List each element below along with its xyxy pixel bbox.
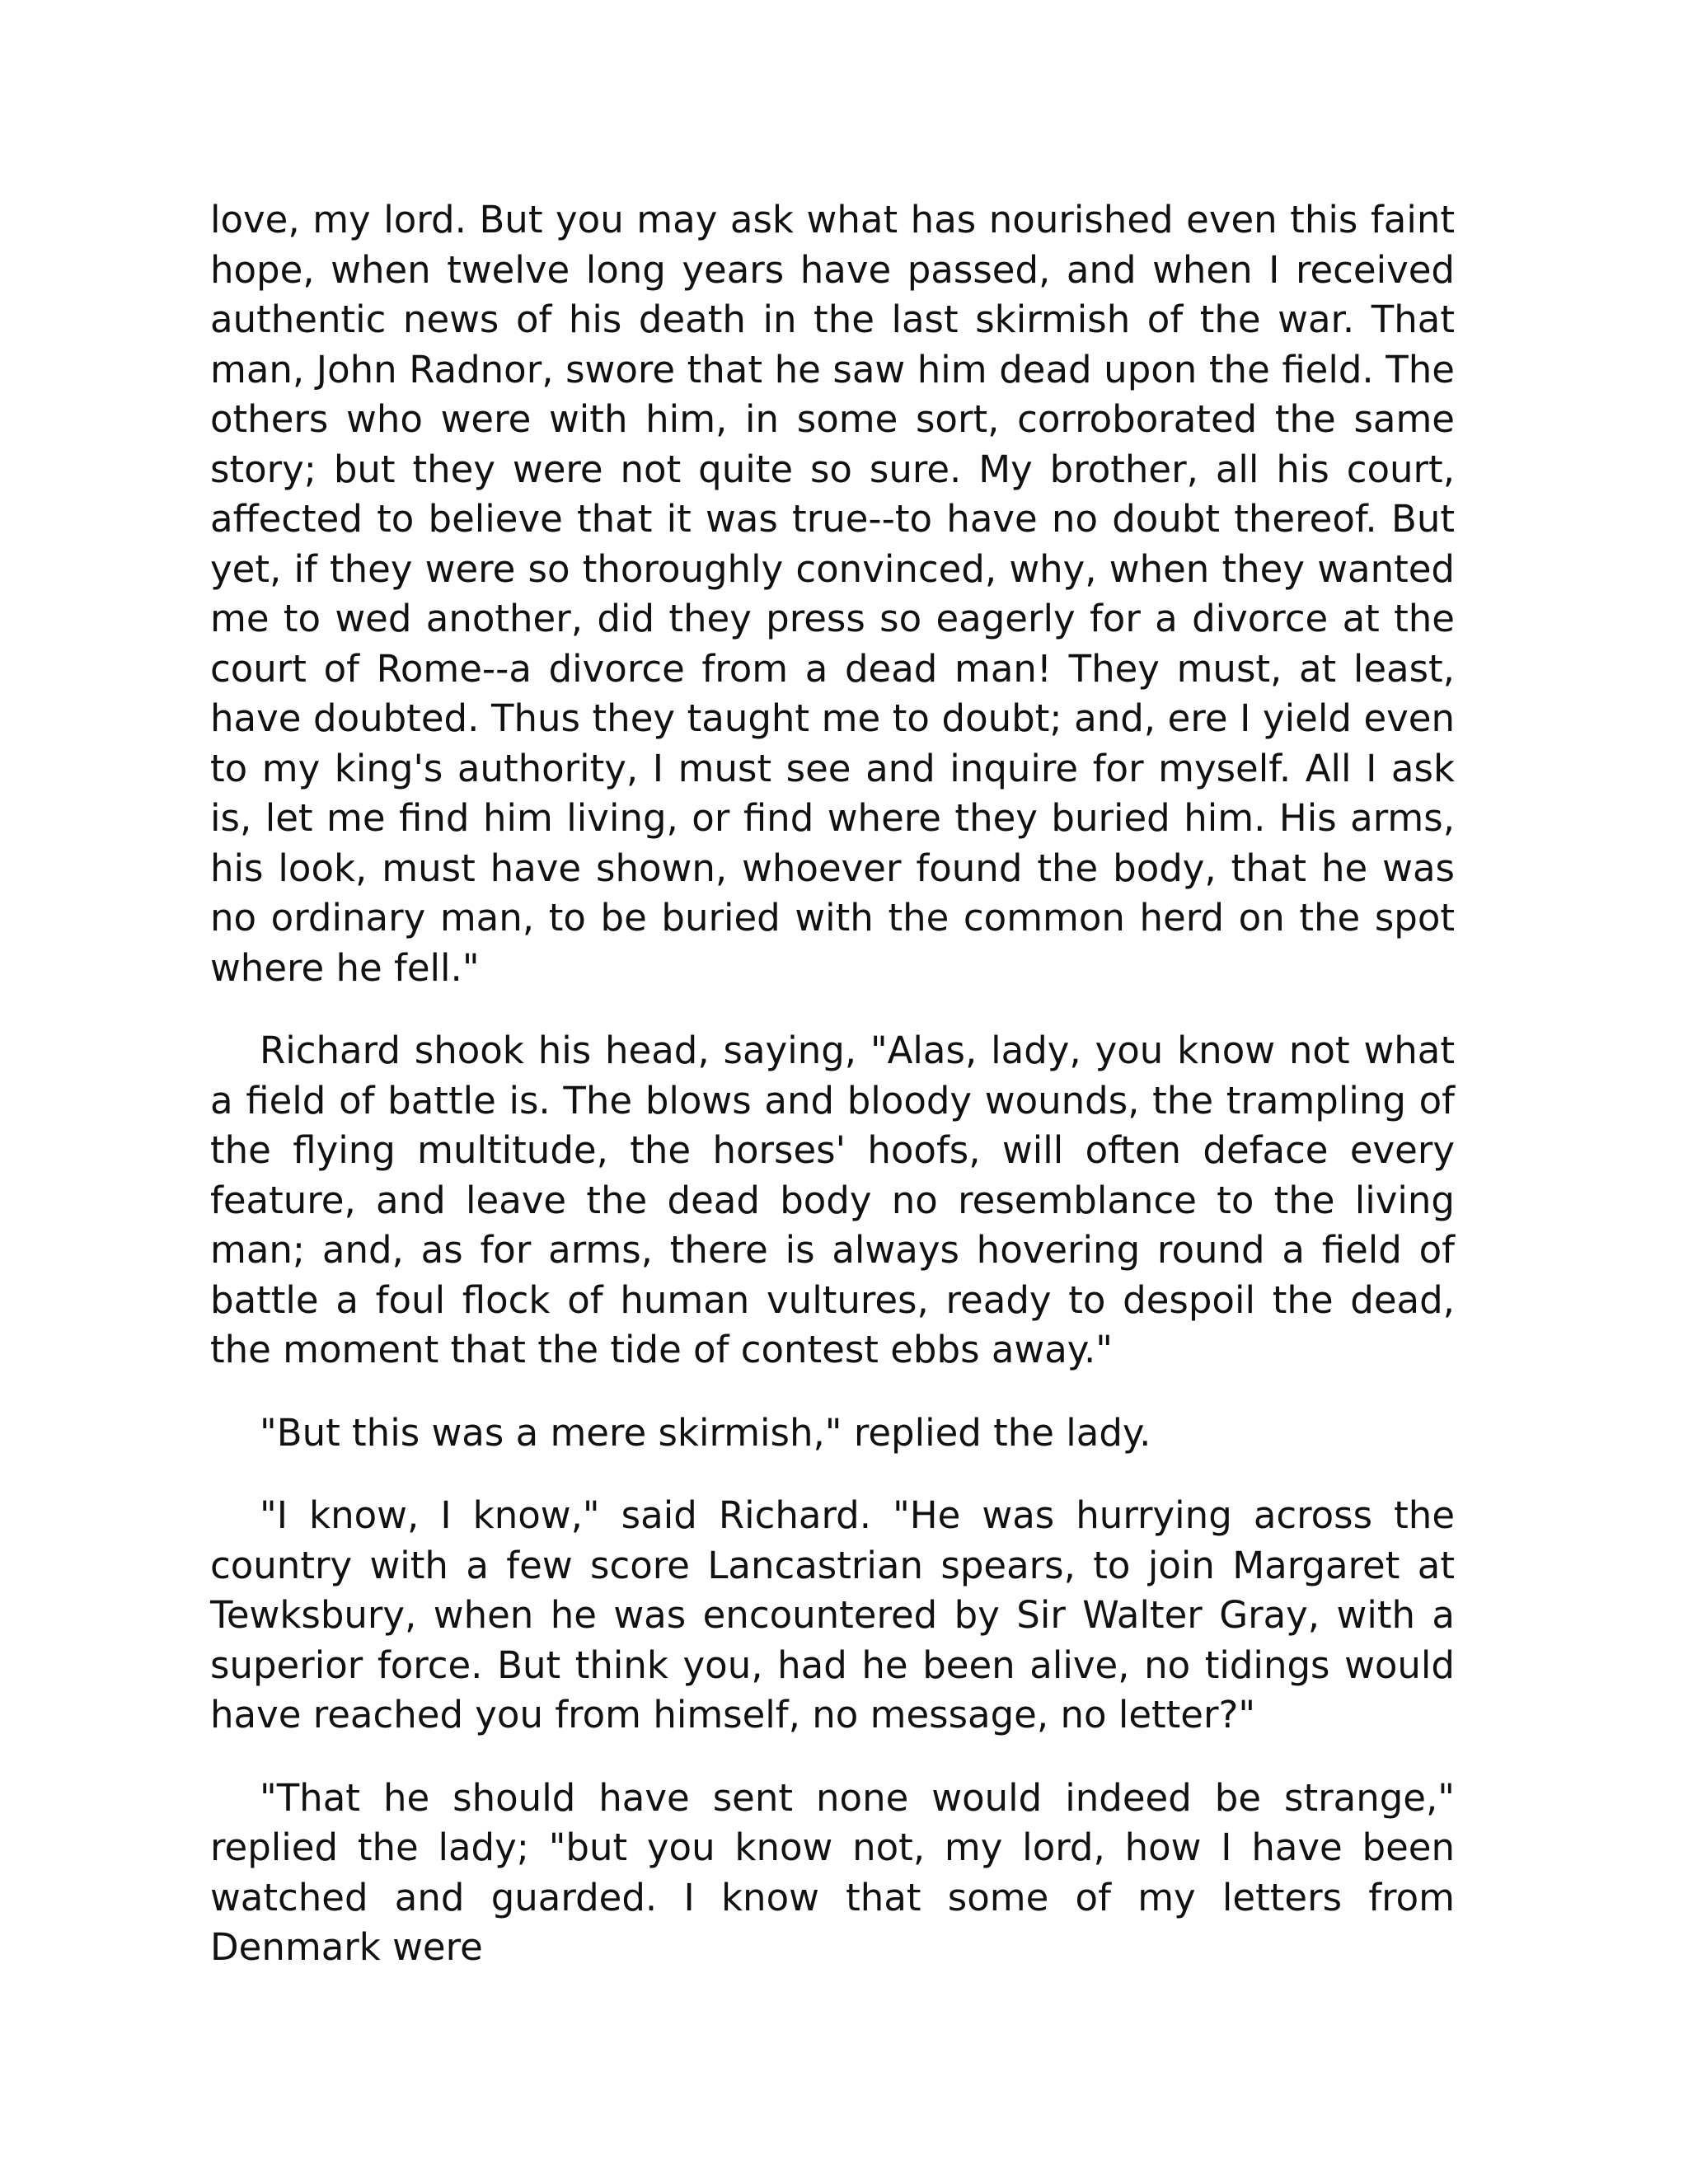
paragraph-5: "That he should have sent none would indeed be strange," replied the lady; "but you know not, my lord, how I have been watched and guarded. I know that some of my letters from Denmark were: [210, 1775, 1455, 1969]
paragraph-3: "But this was a mere skirmish," replied the lady.: [260, 1410, 1151, 1455]
page-body: [210, 195, 1455, 2006]
paragraph-4: "I know, I know," said Richard. "He was hurrying across the country with a few score Lancastrian spears, to join Margaret at Tewksbury, when he was encountered by Sir Walter Gray, with a superior force. But think you, had he been alive, no tidings would have reached you from himself, no message, no letter?": [210, 1493, 1455, 1736]
paragraph-1: love, my lord. But you may ask what has nourished even this faint hope, when twelve long years have passed, and when I received authentic news of his death in the last skirmish of the war. That man, John Radnor, swore that he saw him dead upon the field. The others who were with him, in some sort, corroborated the same story; but they were not quite so sure. My brother, all his court, affected to believe that it was true--to have no doubt thereof. But yet, if they were so thoroughly convinced, why, when they wanted me to wed another, did they press so eagerly for a divorce at the court of Rome--a divorce from a dead man! They must, at least, have doubted. Thus they taught me to doubt; and, ere I yield even to my king's authority, I must see and inquire for myself. All I ask is, let me find him living, or find where they buried him. His arms, his look, must have shown, whoever found the body, that he was no ordinary man, to be buried with the common herd on the spot where he fell.": [210, 198, 1455, 990]
paragraph-2: Richard shook his head, saying, "Alas, lady, you know not what a field of battle is. The blows and bloody wounds, the trampling of the flying multitude, the horses' hoofs, will often deface every feature, and leave the dead body no resemblance to the living man; and, as for arms, there is always hovering round a field of battle a foul flock of human vultures, ready to despoil the dead, the moment that the tide of contest ebbs away.": [210, 1029, 1455, 1371]
